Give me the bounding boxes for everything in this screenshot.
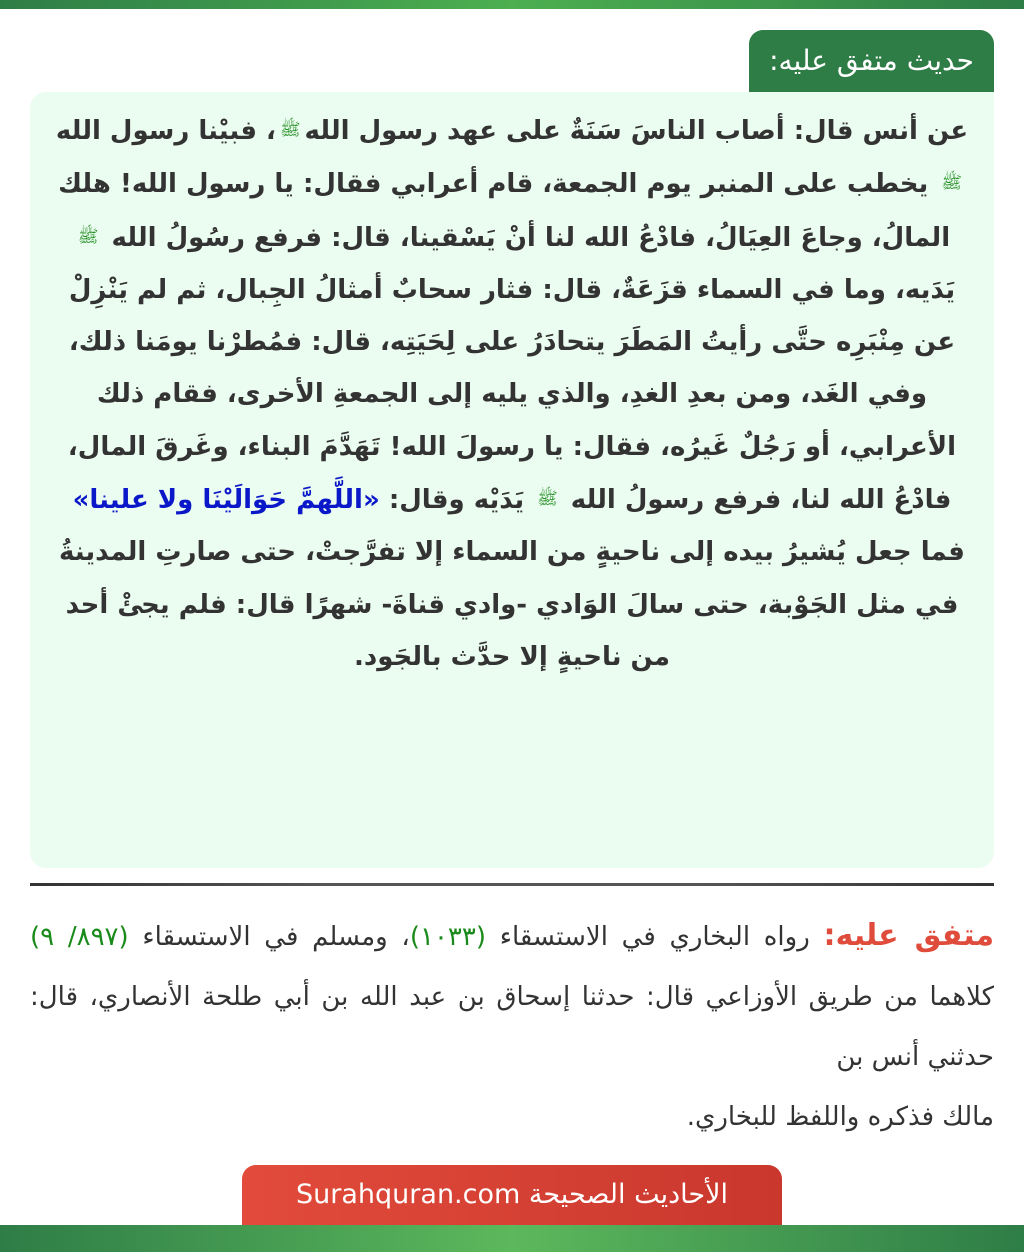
source-citation <box>30 906 994 1147</box>
site-badge <box>242 1165 782 1225</box>
bukhari-reference: (١٠٣٣) <box>409 922 487 952</box>
pbuh-icon: ﷺ <box>279 120 301 140</box>
heading-title: حديث متفق عليه: <box>769 44 974 77</box>
source-text-1: رواه البخاري في الاستسقاء <box>499 922 810 952</box>
section-divider <box>30 883 994 886</box>
source-label: متفق عليه: <box>823 918 995 953</box>
pbuh-icon: ﷺ <box>77 226 99 247</box>
source-text-3: كلاهما من طريق الأوزاعي قال: حدثنا إسحاق بن عبد الله بن أبي طلحة الأنصاري، قال: حدثني أنس بن <box>30 982 994 1072</box>
hadith-segment-5: يَدَيْه وقال: <box>388 485 525 516</box>
pbuh-icon: ﷺ <box>537 489 558 510</box>
dua-text: «اللَّهمَّ حَوَالَيْنَا ولا علينا» <box>72 485 380 516</box>
section-heading <box>749 30 994 92</box>
hadith-segment-6: فما جعل يُشيرُ بيده إلى ناحيةٍ من السماء إلا تفرَّجتْ، حتى صارتِ المدينةُ في مثل الجَوْبة، حتى سالَ الوَادي -وادي قناةَ- شهرًا قال: فلم يجئْ أحد من ناحيةٍ إلا حدَّث بالجَود. <box>59 537 965 672</box>
bottom-decorative-bar <box>0 1225 1024 1252</box>
hadith-segment-3: يخطب على المنبر يوم الجمعة، قام أعرابي فقال: يا رسول الله! هلك المالُ، وجاعَ العِيَالُ، فادْعُ الله لنا أنْ يَسْقينا، قال: فرفع رسُولُ الله <box>58 169 951 253</box>
hadith-card <box>30 92 994 868</box>
hadith-segment-4: يَدَيه، وما في السماء قزَعَةٌ، قال: فثار سحابٌ أمثالُ الجِبال، ثم لم يَنْزِلْ عن مِنْبَرِه حتَّى رأيتُ المَطَرَ يتحادَرُ على لِحَيَتِه، قال: فمُطرْنا يومَنا ذلك، وفي الغَد، ومن بعدِ الغدِ، والذي يليه إلى الجمعةِ الأخرى، فقام ذلك الأعرابي، أو رَجُلٌ غَيرُه، فقال: يا رسولَ الله! تَهَدَّمَ البناء، وغَرقَ المال، فادْعُ الله لنا، فرفع رسولُ الله <box>67 274 957 516</box>
muslim-reference: (٨٩٧/ ٩) <box>30 922 129 952</box>
pbuh-icon: ﷺ <box>941 173 962 194</box>
site-badge-text: الأحاديث الصحيحة Surahquran.com <box>296 1179 728 1210</box>
hadith-segment-2: ، فبيْنا رسول الله <box>55 116 276 146</box>
hadith-text <box>48 104 976 683</box>
top-decorative-bar <box>0 0 1024 9</box>
hadith-segment-1: عن أنس قال: أصاب الناسَ سَنَةٌ على عهد رسول الله <box>304 116 969 146</box>
source-text-2: ، ومسلم في الاستسقاء <box>142 922 410 952</box>
source-text-4: مالك فذكره واللفظ للبخاري. <box>686 1102 994 1132</box>
